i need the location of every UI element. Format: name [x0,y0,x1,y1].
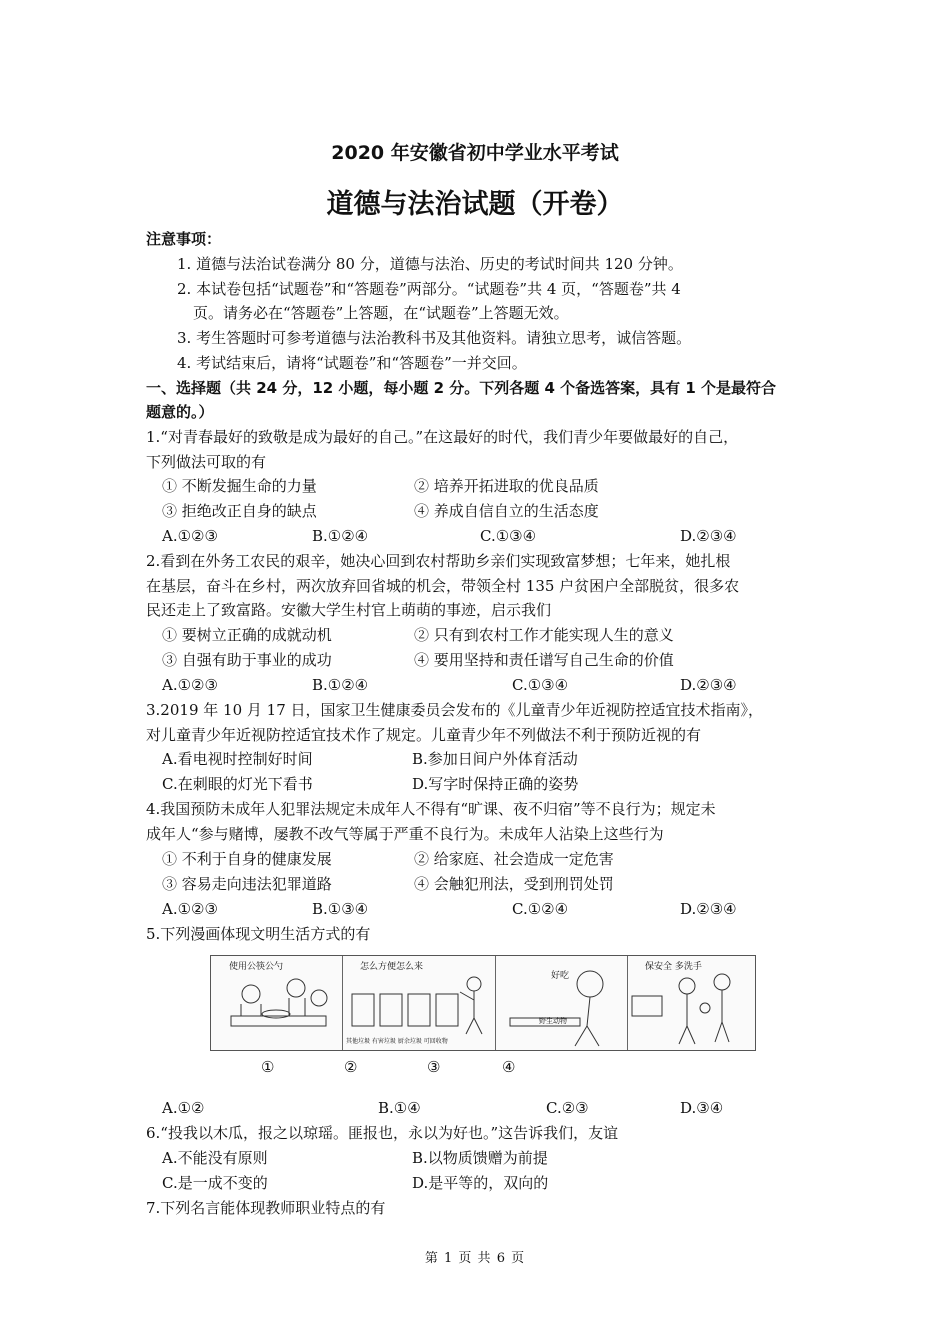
statement: ① 不利于自身的健康发展 [162,850,332,868]
question-4-text: 成年人“参与赌博，屡教不改气等属于严重不良行为。未成年人沾染上这些行为 [146,825,664,843]
statement: ③ 自强有助于事业的成功 [162,651,332,669]
section-heading-cont: 题意的。） [146,403,214,421]
bin-labels: 其他垃圾 有害垃圾 厨余垃圾 可回收物 [346,1038,448,1045]
question-2-text: 在基层，奋斗在乡村，两次放弃回省城的机会，带领全村 135 户贫困户全部脱贫，很多农 [146,577,740,595]
exam-subtitle: 道德与法治试题（开卷） [326,189,624,220]
answer-option-c: C.①③④ [480,527,537,545]
answer-option-a: A.看电视时控制好时间 [162,750,313,768]
comic-panel-1 [211,956,343,1050]
comic-number-4: ④ [502,1058,516,1076]
statement: ③ 容易走向违法犯罪道路 [162,875,332,893]
answer-option-d: D.②③④ [680,900,737,918]
comic-number-1: ① [261,1058,275,1076]
answer-option-a: A.①②③ [162,527,218,545]
comic-caption: 好吃 [551,971,570,981]
question-3-text: 对儿童青少年近视防控适宜技术作了规定。儿童青少年不列做法不利于预防近视的有 [146,726,702,744]
notice-heading: 注意事项： [146,230,222,248]
question-2-text: 民还走上了致富路。安徽大学生村官上萌萌的事迹，启示我们 [146,601,552,619]
answer-option-b: B.参加日间户外体育活动 [412,750,578,768]
answer-option-b: B.以物质馈赠为前提 [412,1149,548,1167]
answer-option-a: A.①② [162,1099,205,1117]
question-2-text: 2.看到在外务工农民的艰辛，她决心回到农村帮助乡亲们实现致富梦想；七年来，她扎根 [146,552,731,570]
wild-animal-sign: 野生动物 [539,1017,567,1025]
answer-option-a: A.①②③ [162,676,218,694]
statement: ② 给家庭、社会造成一定危害 [414,850,614,868]
answer-option-d: D.②③④ [680,676,737,694]
notice-item: 2. 本试卷包括“试题卷”和“答题卷”两部分。“试题卷”共 4 页，“答题卷”共 4 [177,280,681,298]
comic-caption: 使用公筷公勺 [229,962,284,972]
answer-option-c: C.②③ [546,1099,589,1117]
notice-item: 3. 考生答题时可参考道德与法治教科书及其他资料。请独立思考，诚信答题。 [177,329,692,347]
question-3-text: 3.2019 年 10 月 17 日，国家卫生健康委员会发布的《儿童青少年近视防控适宜技术指南》， [146,701,764,719]
statement: ③ 拒绝改正自身的缺点 [162,502,317,520]
answer-option-c: C.①②④ [512,900,569,918]
answer-option-a: A.①②③ [162,900,218,918]
statement: ④ 会触犯刑法，受到刑罚处罚 [414,875,614,893]
question-7-text: 7.下列名言能体现教师职业特点的有 [146,1199,386,1217]
answer-option-d: D.写字时保持正确的姿势 [412,775,579,793]
answer-option-c: C.①③④ [512,676,569,694]
comic-number-3: ③ [427,1058,441,1076]
answer-option-b: B.①④ [378,1099,421,1117]
comic-panel-3 [495,956,628,1050]
question-1-text: 1.“对青春最好的致敬是成为最好的自己。”在这最好的时代，我们青少年要做最好的自己， [146,428,739,446]
comic-caption: 怎么方便怎么来 [360,962,424,972]
answer-option-d: D.②③④ [680,527,737,545]
statement: ② 只有到农村工作才能实现人生的意义 [414,626,674,644]
answer-option-b: B.①②④ [312,676,369,694]
answer-option-d: D.③④ [680,1099,724,1117]
comic-panel-2 [342,956,496,1050]
answer-option-b: B.①③④ [312,900,369,918]
notice-item: 1. 道德与法治试卷满分 80 分，道德与法治、历史的考试时间共 120 分钟。 [177,255,683,273]
question-5-text: 5.下列漫画体现文明生活方式的有 [146,925,371,943]
question-1-text: 下列做法可取的有 [146,453,267,471]
statement: ② 培养开拓进取的优良品质 [414,477,599,495]
statement: ① 不断发掘生命的力量 [162,477,317,495]
statement: ④ 养成自信自立的生活态度 [414,502,599,520]
comic-number-2: ② [344,1058,358,1076]
comic-panel-4 [627,956,755,1050]
notice-item: 页。请务必在“答题卷”上答题，在“试题卷”上答题无效。 [193,304,569,322]
question-4-text: 4.我国预防未成年人犯罪法规定未成年人不得有“旷课、夜不归宿”等不良行为；规定未 [146,800,716,818]
question-6-text: 6.“投我以木瓜，报之以琼瑶。匪报也，永以为好也。”这告诉我们，友谊 [146,1124,619,1142]
exam-title: 2020 年安徽省初中学业水平考试 [331,142,619,164]
page-footer: 第 1 页 共 6 页 [424,1251,526,1266]
answer-option-b: B.①②④ [312,527,369,545]
answer-option-d: D.是平等的，双向的 [412,1174,549,1192]
statement: ① 要树立正确的成就动机 [162,626,332,644]
answer-option-a: A.不能没有原则 [162,1149,268,1167]
comic-strip [210,955,756,1051]
notice-item: 4. 考试结束后，请将“试题卷”和“答题卷”一并交回。 [177,354,527,372]
answer-option-c: C.是一成不变的 [162,1174,268,1192]
comic-caption: 保安全 多洗手 [645,962,702,972]
statement: ④ 要用坚持和责任谱写自己生命的价值 [414,651,674,669]
section-heading: 一、选择题（共 24 分，12 小题，每小题 2 分。下列各题 4 个备选答案，具有 1 个是最符合 [146,379,777,397]
answer-option-c: C.在刺眼的灯光下看书 [162,775,313,793]
